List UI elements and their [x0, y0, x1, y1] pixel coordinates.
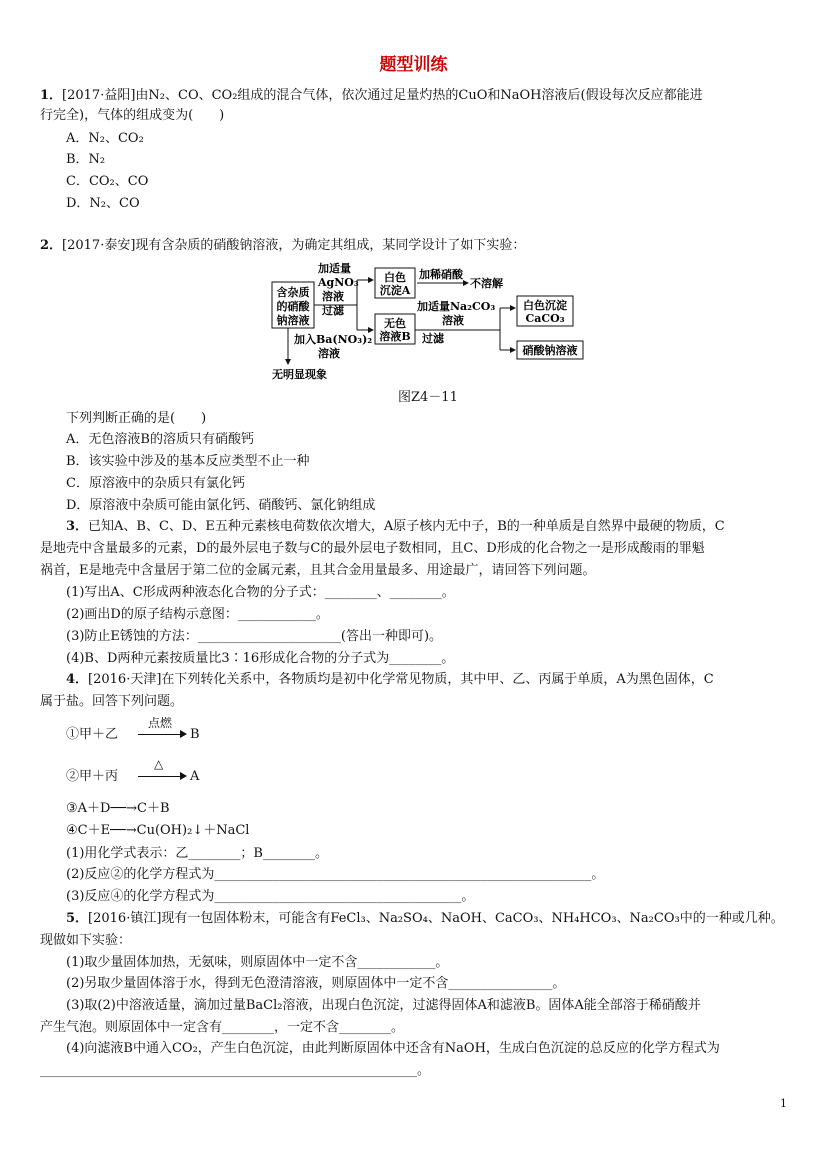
precipitate-a-text1: 白色 — [384, 271, 406, 284]
q4-eq1-left: ①甲＋乙 — [66, 727, 119, 742]
q5-sub4a: (4)向滤液B中通入CO₂，产生白色沉淀，由此判断原固体中还含有NaOH，生成白色沉淀的总反应的化学方程式为 — [66, 1041, 720, 1056]
filter-label: 过滤 — [422, 332, 444, 345]
q4-sub2: (2)反应②的化学方程式为__________________________________________________________。 — [66, 867, 605, 882]
q3-sub3: (3)防止E锈蚀的方法：______________________(答出一种即可)。 — [66, 629, 443, 644]
q2-option-c: C．原溶液中的杂质只有氯化钙 — [66, 476, 245, 491]
q5-sub2: (2)另取少量固体溶于水，得到无色澄清溶液，则原固体中一定不含________________。 — [66, 976, 566, 991]
nano3-text: 硝酸钠溶液 — [522, 344, 578, 357]
q2-option-b: B．该实验中涉及的基本反应类型不止一种 — [66, 454, 310, 469]
q1-number: 1． — [40, 88, 63, 103]
na2co3-label2: 溶液 — [442, 314, 464, 327]
reagent1-a: 加适量 — [318, 262, 351, 275]
q5-text1: [2016·镇江]现有一包固体粉末，可能含有FeCl₃、Na₂SO₄、NaOH、CaCO₃、NH₄HCO₃、Na₂CO₃中的一种或几种。 — [88, 911, 784, 926]
q2-line1 — [40, 237, 525, 255]
q3-line1 — [66, 518, 725, 536]
q1-option-d: D．N₂、CO — [66, 196, 140, 211]
page-number: 1 — [780, 1097, 787, 1110]
start-text1: 含杂质 — [276, 286, 310, 299]
figure-caption: 图Z4－11 — [398, 390, 458, 405]
q3-sub1: (1)写出A、C形成两种液态化合物的分子式：________、________。 — [66, 585, 455, 600]
caco3-text2: CaCO₃ — [525, 312, 565, 325]
ba-label2: 溶液 — [318, 347, 340, 360]
na2co3-label1: 加适量Na₂CO₃ — [417, 300, 496, 313]
q1-text1: [2017·益阳]由N₂、CO、CO₂组成的混合气体，依次通过足量灼热的CuO和NaOH溶液后(假设每次反应都能进 — [62, 88, 703, 103]
reagent1-c: 溶液 — [322, 290, 344, 303]
q3-sub2: (2)画出D的原子结构示意图：____________。 — [66, 607, 329, 622]
reagent1-d: 过滤 — [322, 304, 344, 317]
caco3-text1: 白色沉淀 — [523, 299, 567, 312]
q5-sub4b: __________________________________________________________。 — [40, 1063, 430, 1078]
q2-stem: 下列判断正确的是( ) — [66, 411, 207, 426]
reagent1-b: AgNO₃ — [318, 276, 359, 289]
precipitate-a-text2: 沉淀A — [379, 284, 411, 297]
q3-text1: 已知A、B、C、D、E五种元素核电荷数依次增大，A原子核内无中子，B的一种单质是自然界中最硬的物质，C — [88, 519, 725, 534]
q4-eq3: ③A＋D──→C＋B — [66, 801, 170, 816]
q5-sub1: (1)取少量固体加热，无氨味，则原固体中一定不含____________。 — [66, 955, 449, 970]
q5-line2: 现做如下实验： — [40, 933, 132, 948]
solution-b-text1: 无色 — [384, 317, 406, 330]
q4-text1: [2016·天津]在下列转化关系中，各物质均是初中化学常见物质，其中甲、乙、丙属于单质，A为黑色固体，C — [88, 672, 714, 687]
start-text2: 的硝酸 — [276, 300, 310, 313]
no-change-label: 无明显现象 — [272, 368, 327, 381]
start-text3: 钠溶液 — [276, 314, 310, 327]
q4-eq1-cond: 点燃 — [148, 716, 173, 730]
acid-label: 加稀硝酸 — [419, 268, 463, 281]
ba-label1: 加入Ba(NO₃)₂ — [294, 333, 373, 346]
q4-sub1: (1)用化学式表示：乙________；B________。 — [66, 846, 328, 861]
q4-line1 — [66, 671, 714, 689]
q4-eq2-arrow — [138, 776, 184, 777]
q3-line3: 祸首，E是地壳中含量居于第二位的金属元素，且其合金用量最多、用途最广，请回答下列问题。 — [40, 563, 596, 578]
q5-sub3a: (3)取(2)中溶液适量，滴加过量BaCl₂溶液，出现白色沉淀，过滤得固体A和滤液B。固体A能全部溶于稀硝酸并 — [66, 998, 701, 1013]
q2-option-d: D．原溶液中杂质可能由氯化钙、硝酸钙、氯化钠组成 — [66, 498, 376, 513]
q3-sub4: (4)B、D两种元素按质量比3∶16形成化合物的分子式为________。 — [66, 651, 455, 666]
q4-eq1-arrowhead — [180, 730, 187, 738]
insoluble-label: 不溶解 — [470, 277, 503, 290]
q4-number: 4． — [66, 672, 89, 687]
q4-eq2-cond: △ — [154, 757, 164, 771]
q4-eq1-arrow — [138, 734, 184, 735]
q4-line2: 属于盐。回答下列问题。 — [40, 694, 184, 709]
q4-sub3: (3)反应④的化学方程式为______________________________________。 — [66, 889, 475, 904]
q5-sub3b: 产生气泡。则原固体中一定含有________，一定不含________。 — [40, 1020, 405, 1035]
q3-number: 3． — [66, 519, 89, 534]
q4-eq2-left: ②甲＋丙 — [66, 769, 119, 784]
q4-eq1-right: B — [190, 727, 200, 742]
q2-number: 2． — [40, 238, 63, 253]
q2-text1: [2017·泰安]现有含杂质的硝酸钠溶液，为确定其组成，某同学设计了如下实验： — [62, 238, 526, 253]
q4-eq2-arrowhead — [180, 772, 187, 780]
solution-b-text2: 溶液B — [379, 330, 411, 343]
q1-line2: 行完全)，气体的组成变为( ) — [40, 108, 225, 123]
q5-number: 5． — [66, 911, 89, 926]
q4-eq4: ④C＋E──→Cu(OH)₂↓＋NaCl — [66, 823, 250, 838]
page-title: 题型训练 — [379, 55, 448, 75]
q3-line2: 是地壳中含量最多的元素，D的最外层电子数与C的最外层电子数相同，且C、D形成的化合物之一是形成酸雨的罪魁 — [40, 541, 705, 556]
q4-eq2-right: A — [190, 769, 200, 784]
q2-option-a: A．无色溶液B的溶质只有硝酸钙 — [66, 432, 254, 447]
q1-option-a: A．N₂、CO₂ — [66, 131, 144, 146]
q5-line1 — [66, 910, 784, 928]
q1-line1 — [40, 87, 703, 105]
q1-option-c: C．CO₂、CO — [66, 174, 149, 189]
experiment-flowchart — [260, 258, 600, 388]
q1-option-b: B．N₂ — [66, 152, 106, 167]
